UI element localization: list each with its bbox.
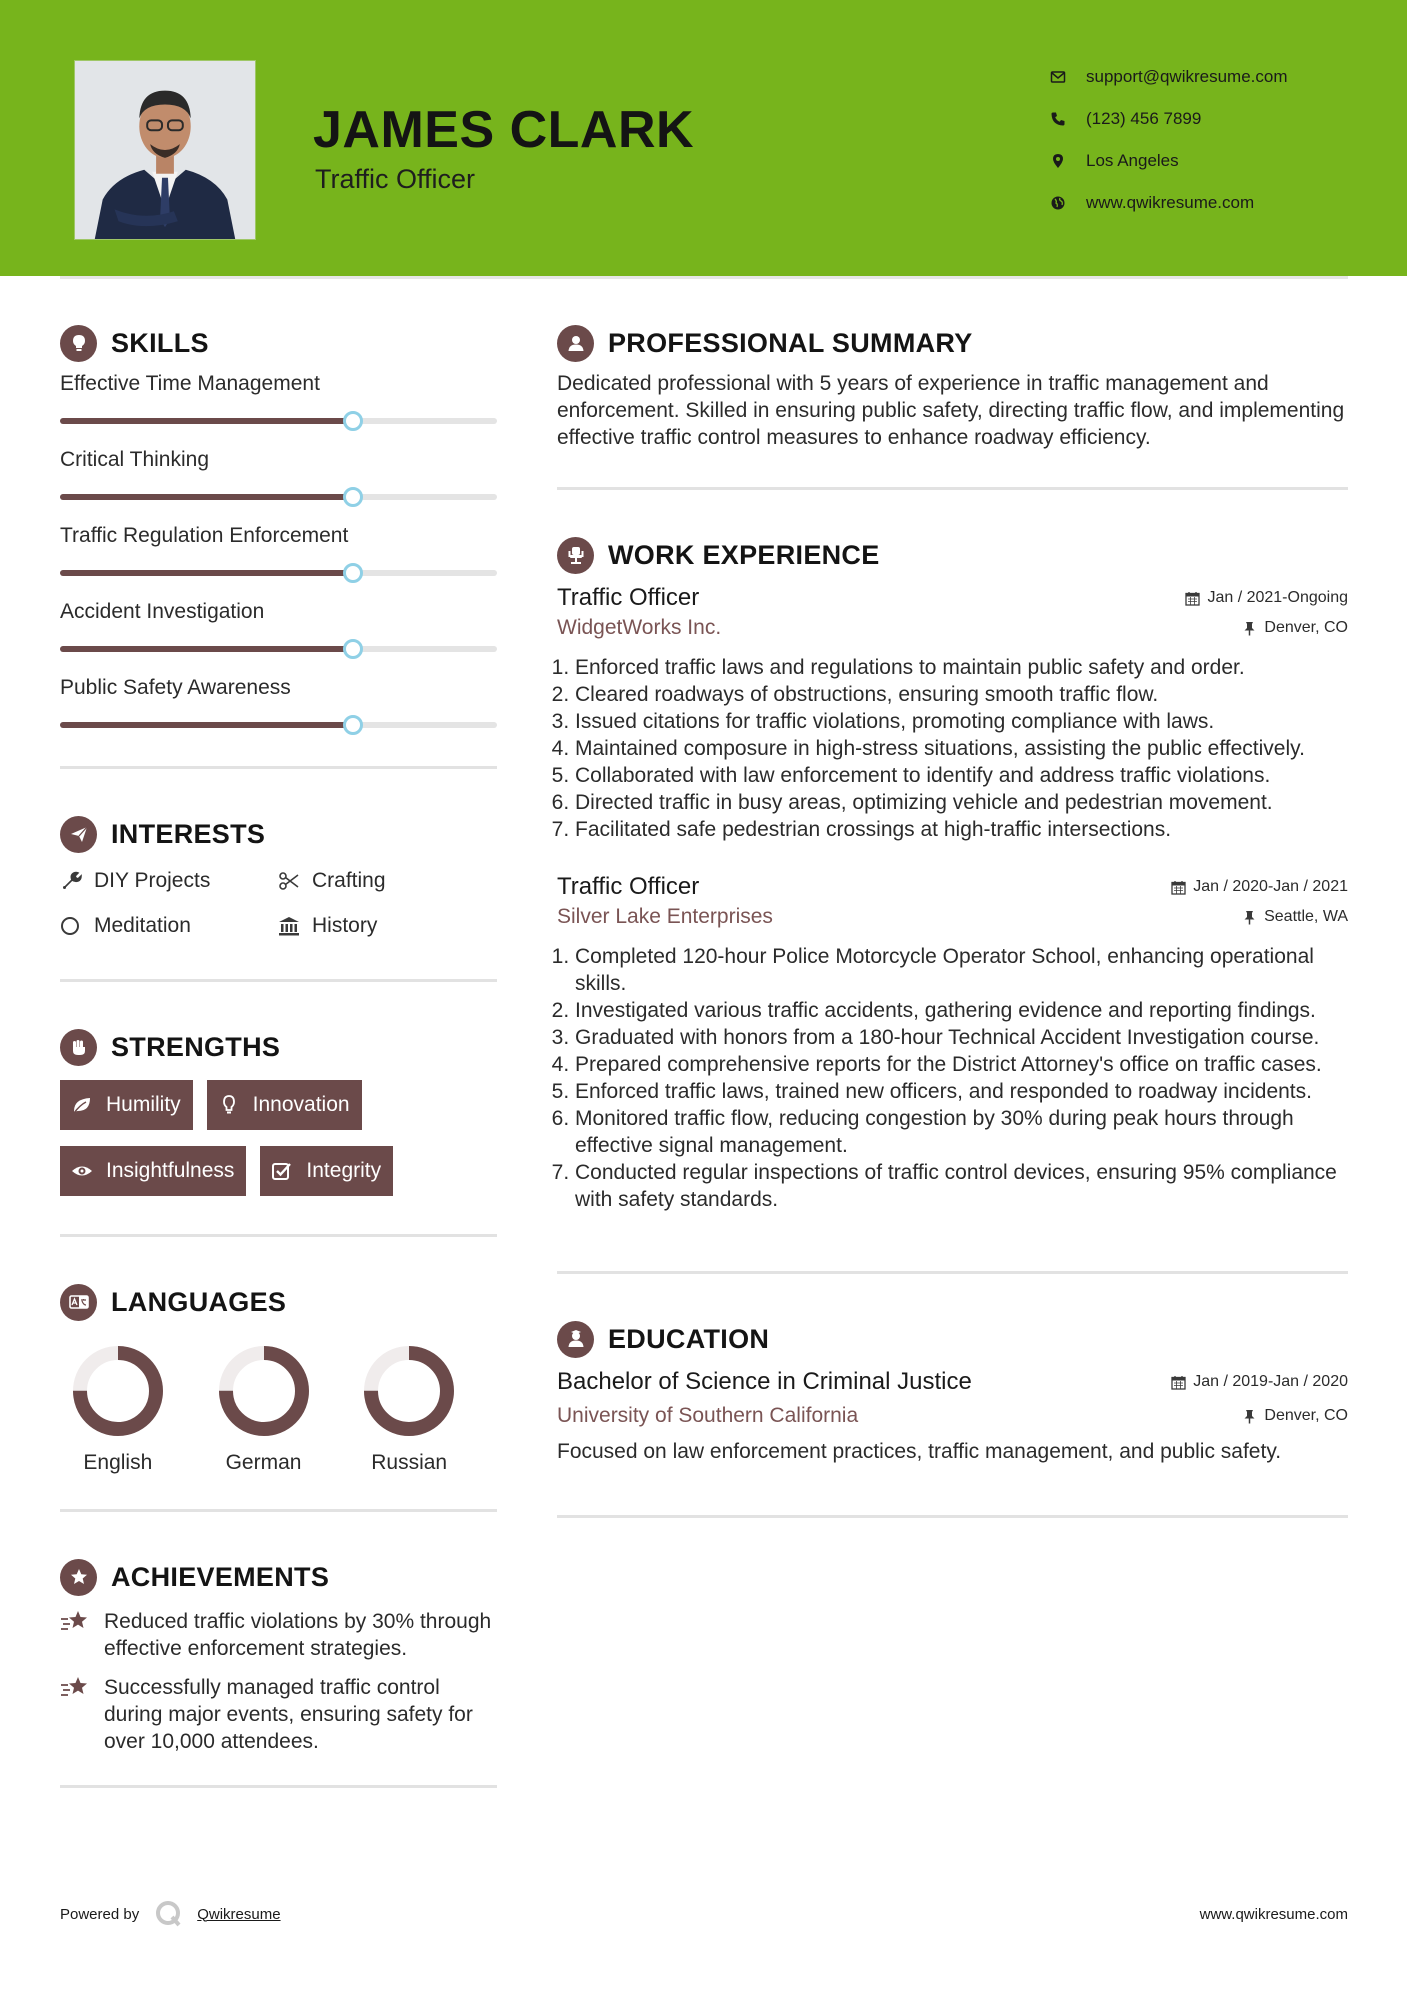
scissors-icon — [278, 870, 300, 892]
skill-name: Accident Investigation — [60, 600, 265, 623]
section-divider — [60, 979, 497, 982]
strengths-list — [60, 1070, 497, 1196]
skill-bar — [60, 570, 497, 576]
job-duties — [557, 943, 1348, 1213]
skill-bar — [60, 494, 497, 500]
strength-chip — [60, 1146, 246, 1196]
qwikresume-logo-icon — [153, 1898, 185, 1930]
achievements-title: ACHIEVEMENTS — [111, 1561, 330, 1592]
language-ring — [68, 1341, 168, 1441]
summary-title: PROFESSIONAL SUMMARY — [608, 327, 973, 358]
achievement-text: Reduced traffic violations by 30% through effective enforcement strategies. — [104, 1610, 492, 1660]
circle-icon — [60, 915, 82, 937]
section-divider — [60, 1785, 497, 1788]
contact-website[interactable] — [1050, 182, 1350, 224]
education-title: EDUCATION — [608, 1323, 770, 1354]
skill-bar-knob — [343, 487, 363, 507]
interests-heading — [60, 811, 497, 857]
language-name: Russian — [371, 1451, 448, 1474]
phone-icon — [1050, 111, 1086, 127]
job-company: WidgetWorks Inc. — [557, 616, 722, 639]
job-date — [1185, 589, 1348, 607]
skills-heading — [60, 320, 497, 366]
header-divider — [60, 276, 1348, 279]
skill-item — [60, 370, 497, 446]
skill-bar-knob — [343, 639, 363, 659]
job-header-row — [557, 584, 1348, 612]
star-badge-icon — [60, 1559, 97, 1596]
job-location — [1242, 619, 1348, 637]
interest-item — [278, 910, 478, 941]
languages-heading — [60, 1279, 497, 1325]
language-name: German — [225, 1451, 302, 1474]
left-column — [60, 320, 497, 1788]
strength-label: Innovation — [252, 1093, 350, 1116]
shooting-star-icon — [60, 1609, 90, 1635]
job-entry — [557, 873, 1348, 1213]
pushpin-icon — [1242, 910, 1257, 925]
duty-item: 4. Prepared comprehensive reports for the District Attorney's office on traffic cases. — [575, 1051, 1348, 1078]
person-silhouette-icon — [75, 61, 255, 239]
strength-label: Insightfulness — [106, 1159, 235, 1182]
interest-item — [60, 910, 278, 941]
contact-email[interactable] — [1050, 56, 1350, 98]
duty-item: 7. Facilitated safe pedestrian crossings at high-traffic intersections. — [575, 816, 1348, 843]
achievement-item — [60, 1674, 497, 1755]
contact-phone[interactable] — [1050, 98, 1350, 140]
interests-title: INTERESTS — [111, 818, 266, 849]
contact-location — [1050, 140, 1350, 182]
user-icon — [557, 325, 594, 362]
footer-powered-by — [60, 1898, 281, 1930]
achievements-heading — [60, 1554, 497, 1600]
office-chair-icon — [557, 537, 594, 574]
summary-heading — [557, 320, 1348, 366]
contact-phone-text: (123) 456 7899 — [1086, 109, 1202, 128]
skill-item — [60, 522, 497, 598]
section-divider — [60, 1509, 497, 1512]
experience-title: WORK EXPERIENCE — [608, 539, 880, 570]
skill-bar-fill — [60, 494, 353, 500]
education-location-text: Denver, CO — [1264, 1407, 1348, 1424]
job-entry — [557, 584, 1348, 843]
pushpin-icon — [1242, 1409, 1257, 1424]
education-heading — [557, 1316, 1348, 1362]
contact-email-text: support@qwikresume.com — [1086, 67, 1288, 86]
section-divider — [557, 1515, 1348, 1518]
interest-label: Meditation — [94, 913, 191, 937]
education-school-row — [557, 1404, 1348, 1428]
achievements-list — [60, 1608, 497, 1755]
education-location — [1242, 1407, 1348, 1425]
language-item — [351, 1341, 497, 1475]
skill-bar-knob — [343, 411, 363, 431]
duty-item: 6. Directed traffic in busy areas, optimizing vehicle and pedestrian movement. — [575, 789, 1348, 816]
strengths-title: STRENGTHS — [111, 1031, 281, 1062]
powered-by-label: Powered by — [60, 1905, 140, 1923]
summary-text: Dedicated professional with 5 years of experience in traffic management and enforcement. Skilled in ensuring public safety, directing traffic flow, and implementing effective traffic control measures to enhance roadway efficiency. — [557, 372, 1345, 449]
duty-item: 5. Enforced traffic laws, trained new officers, and responded to roadway incidents. — [575, 1078, 1348, 1105]
section-divider — [60, 766, 497, 769]
language-name: English — [83, 1451, 153, 1474]
contact-location-text: Los Angeles — [1086, 151, 1179, 170]
skill-bar-fill — [60, 722, 353, 728]
skill-name: Public Safety Awareness — [60, 676, 291, 699]
skill-bar-fill — [60, 646, 353, 652]
strength-chip — [260, 1146, 393, 1196]
skill-bar-fill — [60, 418, 353, 424]
skill-bar-fill — [60, 570, 353, 576]
skill-bar-knob — [343, 715, 363, 735]
job-company: Silver Lake Enterprises — [557, 905, 773, 928]
eye-icon — [70, 1159, 94, 1183]
checkbox-icon — [270, 1159, 294, 1183]
header-banner — [0, 0, 1407, 276]
language-ring — [214, 1341, 314, 1441]
bank-icon — [278, 915, 300, 937]
section-divider — [557, 487, 1348, 490]
duty-item: 2. Investigated various traffic accidents, gathering evidence and reporting findings. — [575, 997, 1348, 1024]
paper-plane-icon — [60, 816, 97, 853]
interest-label: Crafting — [312, 868, 386, 892]
job-location — [1242, 908, 1348, 926]
duty-item: 1. Completed 120-hour Police Motorcycle Operator School, enhancing operational skills. — [575, 943, 1348, 997]
skill-item — [60, 446, 497, 522]
strength-label: Humility — [106, 1093, 181, 1116]
pushpin-icon — [1242, 621, 1257, 636]
education-description: Focused on law enforcement practices, traffic management, and public safety. — [557, 1440, 1282, 1463]
envelope-icon — [1050, 69, 1086, 85]
skill-bar-knob — [343, 563, 363, 583]
candidate-name: JAMES CLARK — [313, 101, 695, 159]
duty-item: 4. Maintained composure in high-stress situations, assisting the public effectively. — [575, 735, 1348, 762]
interest-item — [60, 865, 278, 896]
globe-icon — [1050, 195, 1086, 211]
skill-name: Critical Thinking — [60, 448, 209, 471]
skills-list — [60, 370, 497, 750]
section-divider — [557, 1271, 1348, 1274]
skills-title: SKILLS — [111, 327, 209, 358]
skill-name: Effective Time Management — [60, 372, 320, 395]
interest-label: History — [312, 913, 378, 937]
job-date — [1171, 878, 1348, 896]
strength-chip — [60, 1080, 193, 1130]
job-title: Traffic Officer — [557, 584, 700, 611]
lightbulb-outline-icon — [217, 1093, 241, 1117]
skill-bar — [60, 418, 497, 424]
job-company-row — [557, 616, 1348, 640]
languages-list — [60, 1325, 497, 1475]
calendar-icon — [1171, 1375, 1186, 1390]
language-icon — [60, 1284, 97, 1321]
experience-heading — [557, 532, 1348, 578]
fist-icon — [60, 1029, 97, 1066]
skill-item — [60, 674, 497, 750]
contact-list — [1050, 56, 1350, 224]
strength-chip — [207, 1080, 362, 1130]
job-location-text: Denver, CO — [1264, 619, 1348, 636]
duty-item: 2. Cleared roadways of obstructions, ensuring smooth traffic flow. — [575, 681, 1348, 708]
education-date — [1171, 1373, 1348, 1391]
interest-label: DIY Projects — [94, 868, 211, 892]
job-duties — [557, 654, 1348, 843]
map-pin-icon — [1050, 153, 1086, 169]
duty-item: 5. Collaborated with law enforcement to identify and address traffic violations. — [575, 762, 1348, 789]
shooting-star-icon — [60, 1675, 90, 1701]
strengths-heading — [60, 1024, 497, 1070]
skill-name: Traffic Regulation Enforcement — [60, 524, 349, 547]
duty-item: 3. Issued citations for traffic violations, promoting compliance with laws. — [575, 708, 1348, 735]
education-entry — [557, 1368, 1348, 1465]
job-title: Traffic Officer — [557, 873, 700, 900]
strength-label: Integrity — [306, 1159, 382, 1182]
achievement-item — [60, 1608, 497, 1662]
graduate-icon — [557, 1321, 594, 1358]
job-company-row — [557, 905, 1348, 929]
skill-bar — [60, 646, 497, 652]
calendar-icon — [1171, 880, 1186, 895]
job-date-text: Jan / 2020-Jan / 2021 — [1193, 878, 1348, 895]
interests-list — [60, 857, 497, 941]
duty-item: 6. Monitored traffic flow, reducing congestion by 30% during peak hours through effective signal management. — [575, 1105, 1348, 1159]
education-date-text: Jan / 2019-Jan / 2020 — [1193, 1373, 1348, 1390]
candidate-title: Traffic Officer — [315, 164, 476, 194]
duty-item: 1. Enforced traffic laws and regulations to maintain public safety and order. — [575, 654, 1348, 681]
duty-item: 7. Conducted regular inspections of traffic control devices, ensuring 95% compliance with safety standards. — [575, 1159, 1348, 1213]
degree-title: Bachelor of Science in Criminal Justice — [557, 1368, 972, 1395]
school-name: University of Southern California — [557, 1404, 859, 1427]
wrench-icon — [60, 870, 82, 892]
job-location-text: Seattle, WA — [1264, 908, 1348, 925]
languages-title: LANGUAGES — [111, 1286, 287, 1317]
job-header-row — [557, 873, 1348, 901]
language-ring — [359, 1341, 459, 1441]
duty-item: 3. Graduated with honors from a 180-hour Technical Accident Investigation course. — [575, 1024, 1348, 1051]
lightbulb-icon — [60, 325, 97, 362]
footer-website[interactable]: www.qwikresume.com — [1199, 1906, 1348, 1923]
skill-bar — [60, 722, 497, 728]
calendar-icon — [1185, 591, 1200, 606]
education-header-row — [557, 1368, 1348, 1396]
skill-item — [60, 598, 497, 674]
achievement-text: Successfully managed traffic control during major events, ensuring safety for over 10,000 attendees. — [104, 1676, 473, 1753]
job-date-text: Jan / 2021-Ongoing — [1207, 589, 1348, 606]
leaf-icon — [70, 1093, 94, 1117]
right-column — [557, 320, 1348, 1518]
interest-item — [278, 865, 478, 896]
contact-website-text: www.qwikresume.com — [1086, 193, 1255, 212]
section-divider — [60, 1234, 497, 1237]
profile-photo — [74, 60, 256, 240]
brand-link[interactable]: Qwikresume — [197, 1905, 281, 1923]
